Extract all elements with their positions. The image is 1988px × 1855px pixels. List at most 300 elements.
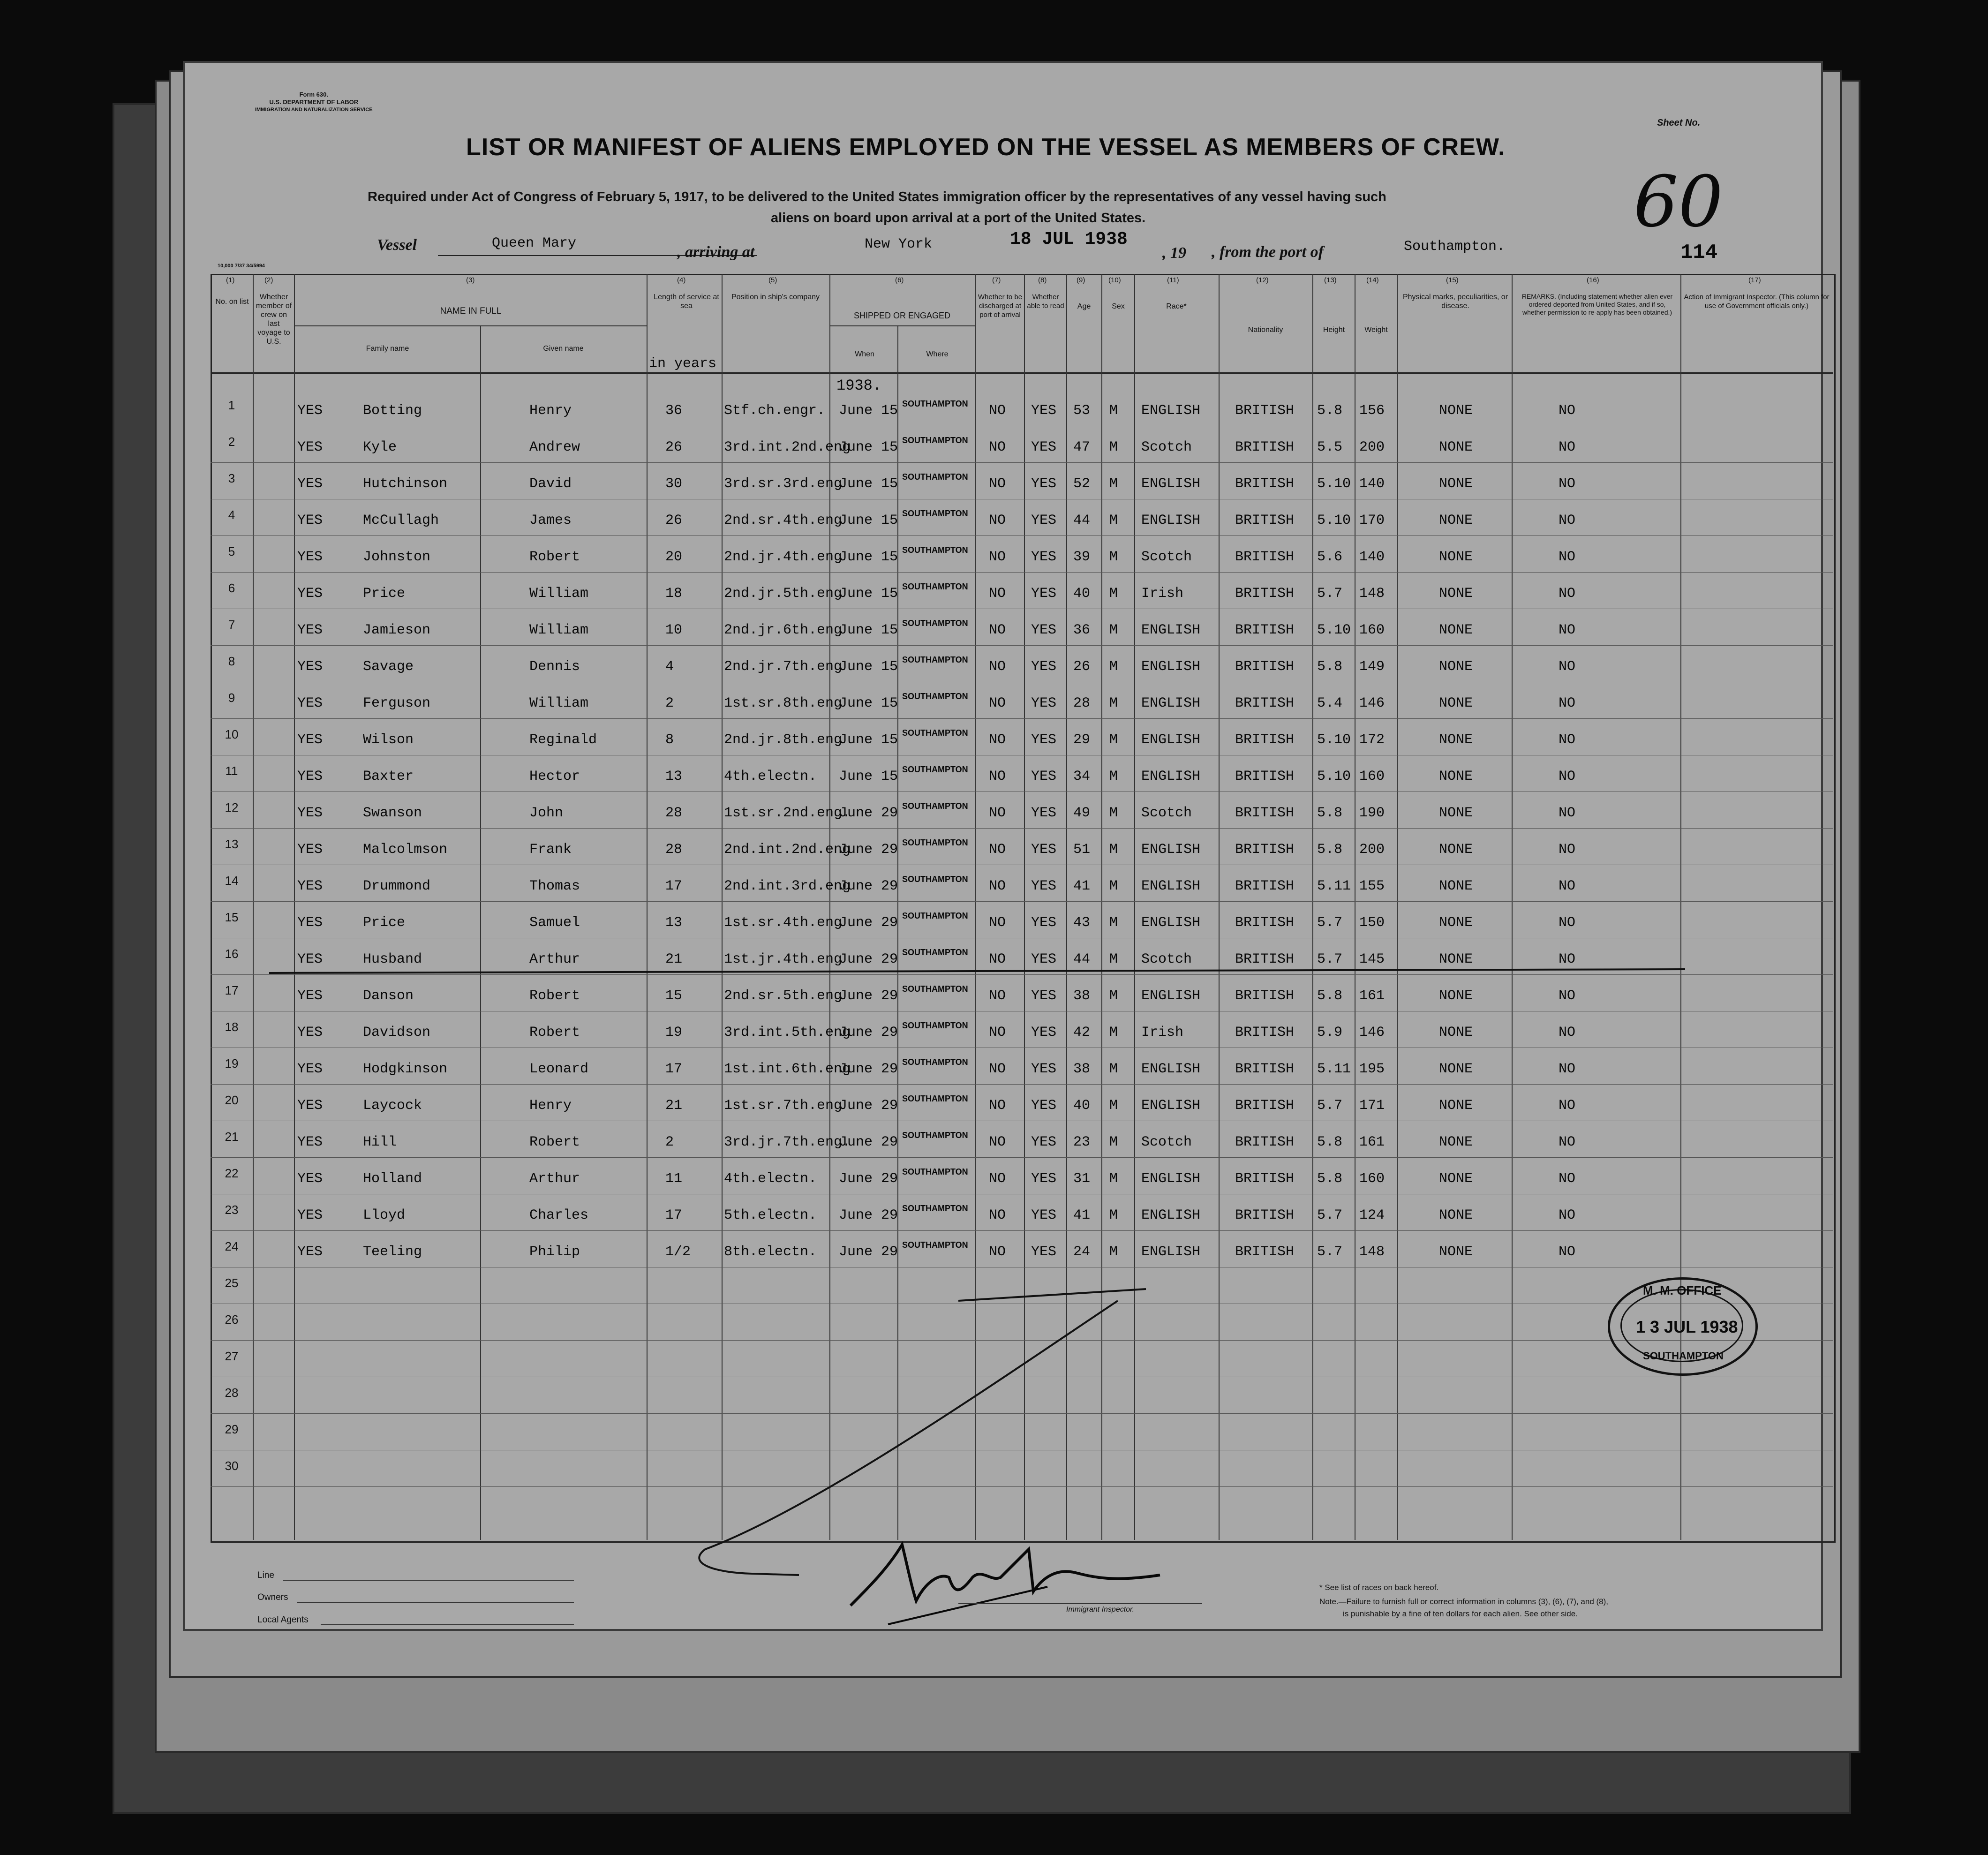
from-port-label: , from the port of [1212, 243, 1324, 261]
cell-sex: M [1109, 476, 1118, 492]
cell-age: 38 [1073, 1061, 1091, 1077]
cell-crew-last-voyage: YES [297, 769, 323, 784]
cell-service-years: 17 [665, 1207, 683, 1223]
penalty-note-2: is punishable by a fine of ten dollars for each alien. See other side. [1343, 1609, 1578, 1618]
cell-weight: 140 [1359, 476, 1385, 492]
cell-crew-last-voyage: YES [297, 1098, 323, 1114]
row-divider [211, 462, 1833, 463]
cell-family-name: Hutchinson [363, 476, 448, 492]
cell-service-years: 2 [665, 695, 674, 711]
cell-shipped-when: June 29 [839, 1098, 898, 1114]
cell-sex: M [1109, 403, 1118, 419]
cell-height: 5.10 [1317, 769, 1351, 784]
row-number: 23 [225, 1203, 239, 1217]
cell-race: Scotch [1141, 805, 1192, 821]
cell-sex: M [1109, 915, 1118, 931]
cell-remarks: NO [1559, 1207, 1576, 1223]
cell-position: Stf.ch.engr. [724, 403, 826, 419]
cell-race: ENGLISH [1141, 842, 1201, 858]
cell-shipped-when: June 15 [839, 513, 898, 528]
cell-physical-marks: NONE [1439, 805, 1473, 821]
cell-remarks: NO [1559, 695, 1576, 711]
cell-age: 31 [1073, 1171, 1091, 1187]
row-divider [211, 974, 1833, 975]
cell-remarks: NO [1559, 842, 1576, 858]
line-label: Line [257, 1570, 274, 1580]
cell-age: 42 [1073, 1025, 1091, 1041]
cell-height: 5.7 [1317, 1207, 1343, 1223]
col-line [1397, 274, 1398, 1540]
cell-able-to-read: YES [1031, 1061, 1057, 1077]
cell-race: ENGLISH [1141, 988, 1201, 1004]
vessel-name: Queen Mary [492, 235, 577, 251]
cell-able-to-read: YES [1031, 842, 1057, 858]
cell-physical-marks: NONE [1439, 439, 1473, 455]
department-name: U.S. DEPARTMENT OF LABOR [269, 98, 359, 106]
cell-weight: 160 [1359, 769, 1385, 784]
cell-discharge-at-port: NO [989, 549, 1006, 565]
col-line [647, 274, 648, 1540]
cell-race: Irish [1141, 586, 1184, 602]
cell-physical-marks: NONE [1439, 1098, 1473, 1114]
cell-family-name: Laycock [363, 1098, 422, 1114]
row-divider [211, 572, 1833, 573]
cell-service-years: 13 [665, 915, 683, 931]
cell-age: 53 [1073, 403, 1091, 419]
cell-given-name: Andrew [529, 439, 580, 455]
cell-race: ENGLISH [1141, 1171, 1201, 1187]
empty-row-number: 29 [225, 1422, 239, 1436]
cell-crew-last-voyage: YES [297, 1171, 323, 1187]
colhead-length-service: Length of service at sea [654, 293, 719, 310]
cell-able-to-read: YES [1031, 1244, 1057, 1260]
cell-shipped-where: SOUTHAMPTON [902, 984, 968, 994]
cell-nationality: BRITISH [1235, 586, 1295, 602]
cell-height: 5.6 [1317, 549, 1343, 565]
penalty-note-1: Note.—Failure to furnish full or correct information in columns (3), (6), (7), and (8), [1319, 1597, 1608, 1606]
cell-height: 5.10 [1317, 476, 1351, 492]
cell-age: 26 [1073, 659, 1091, 675]
cell-remarks: NO [1559, 1098, 1576, 1114]
cell-age: 24 [1073, 1244, 1091, 1260]
colhead-height: Height [1323, 326, 1345, 334]
cell-sex: M [1109, 732, 1118, 748]
colnum-9: (9) [1077, 276, 1085, 284]
colhead-inspector-action: Action of Immigrant Inspector. (This column for use of Government officials only.) [1684, 293, 1830, 310]
cell-shipped-where: SOUTHAMPTON [902, 948, 968, 957]
cell-able-to-read: YES [1031, 695, 1057, 711]
cell-physical-marks: NONE [1439, 1207, 1473, 1223]
cell-crew-last-voyage: YES [297, 1207, 323, 1223]
cell-given-name: William [529, 622, 589, 638]
service-units-note: in years [649, 356, 717, 372]
cell-shipped-where: SOUTHAMPTON [902, 1094, 968, 1103]
cell-height: 5.4 [1317, 695, 1343, 711]
cell-race: Scotch [1141, 1134, 1192, 1150]
row-number: 24 [225, 1239, 239, 1253]
cell-weight: 170 [1359, 513, 1385, 528]
cell-race: ENGLISH [1141, 513, 1201, 528]
cell-able-to-read: YES [1031, 878, 1057, 894]
cell-nationality: BRITISH [1235, 403, 1295, 419]
cell-height: 5.10 [1317, 622, 1351, 638]
cell-height: 5.7 [1317, 951, 1343, 967]
row-number: 15 [225, 910, 239, 924]
cell-remarks: NO [1559, 403, 1576, 419]
empty-row-number: 27 [225, 1349, 239, 1363]
cell-shipped-when: June 15 [839, 403, 898, 419]
cell-family-name: Baxter [363, 769, 414, 784]
cell-physical-marks: NONE [1439, 586, 1473, 602]
cell-physical-marks: NONE [1439, 695, 1473, 711]
cell-family-name: Ferguson [363, 695, 431, 711]
colnum-10: (10) [1108, 276, 1121, 284]
colnum-2: (2) [264, 276, 273, 284]
row-divider [211, 828, 1833, 829]
cell-remarks: NO [1559, 622, 1576, 638]
cell-crew-last-voyage: YES [297, 988, 323, 1004]
stamp-office: M. M. OFFICE [1643, 1283, 1722, 1297]
cell-position: 1st.sr.8th.eng [724, 695, 843, 711]
row-number: 22 [225, 1166, 239, 1180]
row-number: 12 [225, 800, 239, 814]
cell-nationality: BRITISH [1235, 549, 1295, 565]
colhead-given-name: Given name [543, 345, 584, 353]
row-number: 16 [225, 947, 239, 961]
cell-sex: M [1109, 769, 1118, 784]
cell-family-name: Kyle [363, 439, 397, 455]
row-number: 21 [225, 1130, 239, 1144]
cell-able-to-read: YES [1031, 915, 1057, 931]
form-header-block [255, 91, 373, 113]
page-number: 114 [1680, 241, 1718, 264]
cell-service-years: 2 [665, 1134, 674, 1150]
cell-age: 29 [1073, 732, 1091, 748]
cell-race: ENGLISH [1141, 769, 1201, 784]
cell-remarks: NO [1559, 915, 1576, 931]
empty-row-number: 30 [225, 1459, 239, 1473]
colhead-able-read: Whether able to read [1027, 293, 1064, 310]
arrival-date-stamp: 18 JUL 1938 [1010, 229, 1128, 249]
header-row-bottom-line [211, 372, 1833, 374]
cell-discharge-at-port: NO [989, 622, 1006, 638]
cell-shipped-where: SOUTHAMPTON [902, 509, 968, 518]
service-name: IMMIGRATION AND NATURALIZATION SERVICE [255, 107, 373, 113]
cell-remarks: NO [1559, 1061, 1576, 1077]
cell-age: 49 [1073, 805, 1091, 821]
colhead-weight: Weight [1364, 326, 1388, 334]
colnum-8: (8) [1038, 276, 1047, 284]
cell-race: ENGLISH [1141, 732, 1201, 748]
cell-discharge-at-port: NO [989, 1061, 1006, 1077]
cell-shipped-when: June 29 [839, 1025, 898, 1041]
cell-family-name: Hill [363, 1134, 397, 1150]
cell-position: 3rd.int.2nd.eng [724, 439, 851, 455]
cell-nationality: BRITISH [1235, 1025, 1295, 1041]
row-number: 1 [228, 398, 235, 412]
cell-service-years: 8 [665, 732, 674, 748]
cell-able-to-read: YES [1031, 732, 1057, 748]
colnum-3: (3) [466, 276, 475, 284]
cell-race: Scotch [1141, 439, 1192, 455]
colnum-1: (1) [226, 276, 235, 284]
cell-crew-last-voyage: YES [297, 951, 323, 967]
cell-service-years: 10 [665, 622, 683, 638]
cell-sex: M [1109, 549, 1118, 565]
cell-discharge-at-port: NO [989, 659, 1006, 675]
cell-family-name: Swanson [363, 805, 422, 821]
cell-given-name: Robert [529, 1134, 580, 1150]
cell-remarks: NO [1559, 878, 1576, 894]
arriving-label: , arriving at [677, 243, 755, 261]
print-code: 10,000 7/37 34/5994 [218, 263, 265, 269]
cell-shipped-where: SOUTHAMPTON [902, 1204, 968, 1213]
cell-sex: M [1109, 1134, 1118, 1150]
row-divider [211, 1157, 1833, 1158]
cell-age: 52 [1073, 476, 1091, 492]
row-number: 3 [228, 471, 235, 485]
colhead-family-name: Family name [366, 345, 409, 353]
cell-age: 36 [1073, 622, 1091, 638]
cell-given-name: Samuel [529, 915, 580, 931]
cell-position: 2nd.jr.8th.eng [724, 732, 843, 748]
cell-weight: 146 [1359, 695, 1385, 711]
row-divider [211, 1230, 1833, 1231]
row-divider [211, 718, 1833, 719]
colnum-7: (7) [992, 276, 1001, 284]
cell-nationality: BRITISH [1235, 622, 1295, 638]
cell-age: 44 [1073, 951, 1091, 967]
cell-service-years: 21 [665, 1098, 683, 1114]
cell-age: 43 [1073, 915, 1091, 931]
row-number: 5 [228, 544, 235, 558]
cell-remarks: NO [1559, 1134, 1576, 1150]
cell-given-name: Henry [529, 1098, 572, 1114]
cell-shipped-where: SOUTHAMPTON [902, 1021, 968, 1030]
cell-physical-marks: NONE [1439, 988, 1473, 1004]
cell-able-to-read: YES [1031, 1171, 1057, 1187]
cell-given-name: Robert [529, 988, 580, 1004]
cell-height: 5.7 [1317, 915, 1343, 931]
cell-family-name: Teeling [363, 1244, 422, 1260]
cell-able-to-read: YES [1031, 476, 1057, 492]
cell-position: 2nd.sr.4th.eng [724, 513, 843, 528]
cell-discharge-at-port: NO [989, 1098, 1006, 1114]
cell-remarks: NO [1559, 586, 1576, 602]
cell-able-to-read: YES [1031, 1098, 1057, 1114]
colnum-16: (16) [1587, 276, 1599, 284]
cell-sex: M [1109, 439, 1118, 455]
cell-position: 3rd.jr.7th.eng. [724, 1134, 851, 1150]
colnum-14: (14) [1366, 276, 1379, 284]
cell-service-years: 13 [665, 769, 683, 784]
cell-shipped-when: June 15 [839, 586, 898, 602]
cell-race: ENGLISH [1141, 476, 1201, 492]
cell-discharge-at-port: NO [989, 805, 1006, 821]
cell-physical-marks: NONE [1439, 915, 1473, 931]
cell-able-to-read: YES [1031, 1207, 1057, 1223]
cell-shipped-when: June 29 [839, 842, 898, 858]
cell-service-years: 21 [665, 951, 683, 967]
cell-family-name: Holland [363, 1171, 422, 1187]
cell-discharge-at-port: NO [989, 769, 1006, 784]
cell-physical-marks: NONE [1439, 659, 1473, 675]
cell-service-years: 15 [665, 988, 683, 1004]
row-number: 11 [225, 764, 238, 778]
cell-nationality: BRITISH [1235, 695, 1295, 711]
cell-shipped-when: June 15 [839, 622, 898, 638]
cell-physical-marks: NONE [1439, 622, 1473, 638]
cell-given-name: Hector [529, 769, 580, 784]
cell-given-name: David [529, 476, 572, 492]
cell-position: 2nd.jr.7th.eng [724, 659, 843, 675]
cell-shipped-when: June 15 [839, 769, 898, 784]
colhead-age: Age [1077, 302, 1091, 310]
cell-race: ENGLISH [1141, 1244, 1201, 1260]
cell-discharge-at-port: NO [989, 476, 1006, 492]
cell-height: 5.8 [1317, 1134, 1343, 1150]
cell-nationality: BRITISH [1235, 915, 1295, 931]
cell-nationality: BRITISH [1235, 1098, 1295, 1114]
col-line [294, 274, 295, 1540]
cell-given-name: William [529, 695, 589, 711]
cell-family-name: Price [363, 586, 406, 602]
colnum-4: (4) [677, 276, 686, 284]
cell-given-name: Arthur [529, 1171, 580, 1187]
sheet-label: Sheet No. [1657, 118, 1701, 128]
cell-crew-last-voyage: YES [297, 549, 323, 565]
cell-service-years: 26 [665, 439, 683, 455]
cell-crew-last-voyage: YES [297, 1244, 323, 1260]
cell-position: 2nd.jr.6th.eng [724, 622, 843, 638]
cell-given-name: Henry [529, 403, 572, 419]
colhead-physical-marks: Physical marks, peculiarities, or disease. [1402, 293, 1508, 310]
cell-sex: M [1109, 695, 1118, 711]
row-number: 6 [228, 581, 235, 595]
cell-physical-marks: NONE [1439, 1171, 1473, 1187]
cell-able-to-read: YES [1031, 622, 1057, 638]
manifest-title: LIST OR MANIFEST OF ALIENS EMPLOYED ON THE VESSEL AS MEMBERS OF CREW. [466, 134, 1506, 161]
form-number: Form 630. [299, 91, 328, 98]
row-divider [211, 645, 1833, 646]
colhead-where: Where [926, 350, 949, 358]
cell-shipped-when: June 29 [839, 1061, 898, 1077]
cell-sex: M [1109, 1207, 1118, 1223]
cell-race: ENGLISH [1141, 1061, 1201, 1077]
cell-age: 40 [1073, 1098, 1091, 1114]
cell-height: 5.8 [1317, 988, 1343, 1004]
cell-able-to-read: YES [1031, 805, 1057, 821]
cell-sex: M [1109, 586, 1118, 602]
colhead-when: When [855, 350, 874, 358]
cell-race: Irish [1141, 1025, 1184, 1041]
cell-discharge-at-port: NO [989, 403, 1006, 419]
inspector-underline [958, 1603, 1202, 1604]
cell-shipped-where: SOUTHAMPTON [902, 728, 968, 738]
cell-given-name: Philip [529, 1244, 580, 1260]
cell-remarks: NO [1559, 1244, 1576, 1260]
cell-height: 5.9 [1317, 1025, 1343, 1041]
col-line [253, 274, 254, 1540]
cell-position: 3rd.sr.3rd.eng [724, 476, 843, 492]
col-line [1512, 274, 1513, 1540]
cell-given-name: Arthur [529, 951, 580, 967]
cell-nationality: BRITISH [1235, 1171, 1295, 1187]
cell-family-name: Botting [363, 403, 422, 419]
row-number: 13 [225, 837, 239, 851]
cell-family-name: Wilson [363, 732, 414, 748]
owners-underline [297, 1602, 574, 1603]
cell-position: 2nd.jr.4th.eng [724, 549, 843, 565]
cell-able-to-read: YES [1031, 439, 1057, 455]
colnum-12: (12) [1256, 276, 1269, 284]
line-underline [283, 1580, 574, 1581]
row-number: 17 [225, 983, 239, 997]
header-subline-shipped [829, 325, 975, 326]
cell-height: 5.8 [1317, 805, 1343, 821]
cell-race: Scotch [1141, 549, 1192, 565]
cell-shipped-when: June 29 [839, 988, 898, 1004]
cell-remarks: NO [1559, 1025, 1576, 1041]
cell-discharge-at-port: NO [989, 695, 1006, 711]
local-agents-label: Local Agents [257, 1615, 309, 1625]
cell-service-years: 26 [665, 513, 683, 528]
cell-crew-last-voyage: YES [297, 1061, 323, 1077]
cell-sex: M [1109, 988, 1118, 1004]
cell-given-name: Frank [529, 842, 572, 858]
cell-shipped-when: June 15 [839, 732, 898, 748]
cell-given-name: William [529, 586, 589, 602]
row-number: 19 [225, 1056, 239, 1071]
cell-nationality: BRITISH [1235, 1207, 1295, 1223]
cell-position: 1st.sr.4th.eng [724, 915, 843, 931]
colnum-11: (11) [1167, 276, 1179, 284]
races-note: * See list of races on back hereof. [1319, 1583, 1439, 1592]
cell-shipped-where: SOUTHAMPTON [902, 838, 968, 847]
cell-service-years: 4 [665, 659, 674, 675]
cell-able-to-read: YES [1031, 769, 1057, 784]
cell-discharge-at-port: NO [989, 915, 1006, 931]
row-number: 7 [228, 618, 235, 632]
cell-able-to-read: YES [1031, 1134, 1057, 1150]
cell-position: 4th.electn. [724, 1171, 817, 1187]
cell-service-years: 20 [665, 549, 683, 565]
stamp-date: 1 3 JUL 1938 [1636, 1317, 1738, 1336]
vessel-label: Vessel [377, 236, 417, 254]
cell-shipped-where: SOUTHAMPTON [902, 545, 968, 555]
colhead-position: Position in ship's company [731, 293, 820, 301]
cell-physical-marks: NONE [1439, 878, 1473, 894]
cell-given-name: Reginald [529, 732, 597, 748]
cell-crew-last-voyage: YES [297, 805, 323, 821]
cell-family-name: Hodgkinson [363, 1061, 448, 1077]
cell-remarks: NO [1559, 549, 1576, 565]
sheet-number-handwritten: 60 [1634, 161, 1723, 243]
cell-age: 47 [1073, 439, 1091, 455]
colnum-15: (15) [1446, 276, 1459, 284]
cell-position: 1st.int.6th.eng [724, 1061, 851, 1077]
cell-race: Scotch [1141, 951, 1192, 967]
cell-crew-last-voyage: YES [297, 476, 323, 492]
cell-crew-last-voyage: YES [297, 695, 323, 711]
cell-height: 5.11 [1317, 878, 1351, 894]
cell-race: ENGLISH [1141, 659, 1201, 675]
cell-shipped-when: June 15 [839, 695, 898, 711]
row-number: 2 [228, 435, 235, 449]
row-number: 9 [228, 691, 235, 705]
cell-discharge-at-port: NO [989, 1207, 1006, 1223]
cell-sex: M [1109, 1244, 1118, 1260]
